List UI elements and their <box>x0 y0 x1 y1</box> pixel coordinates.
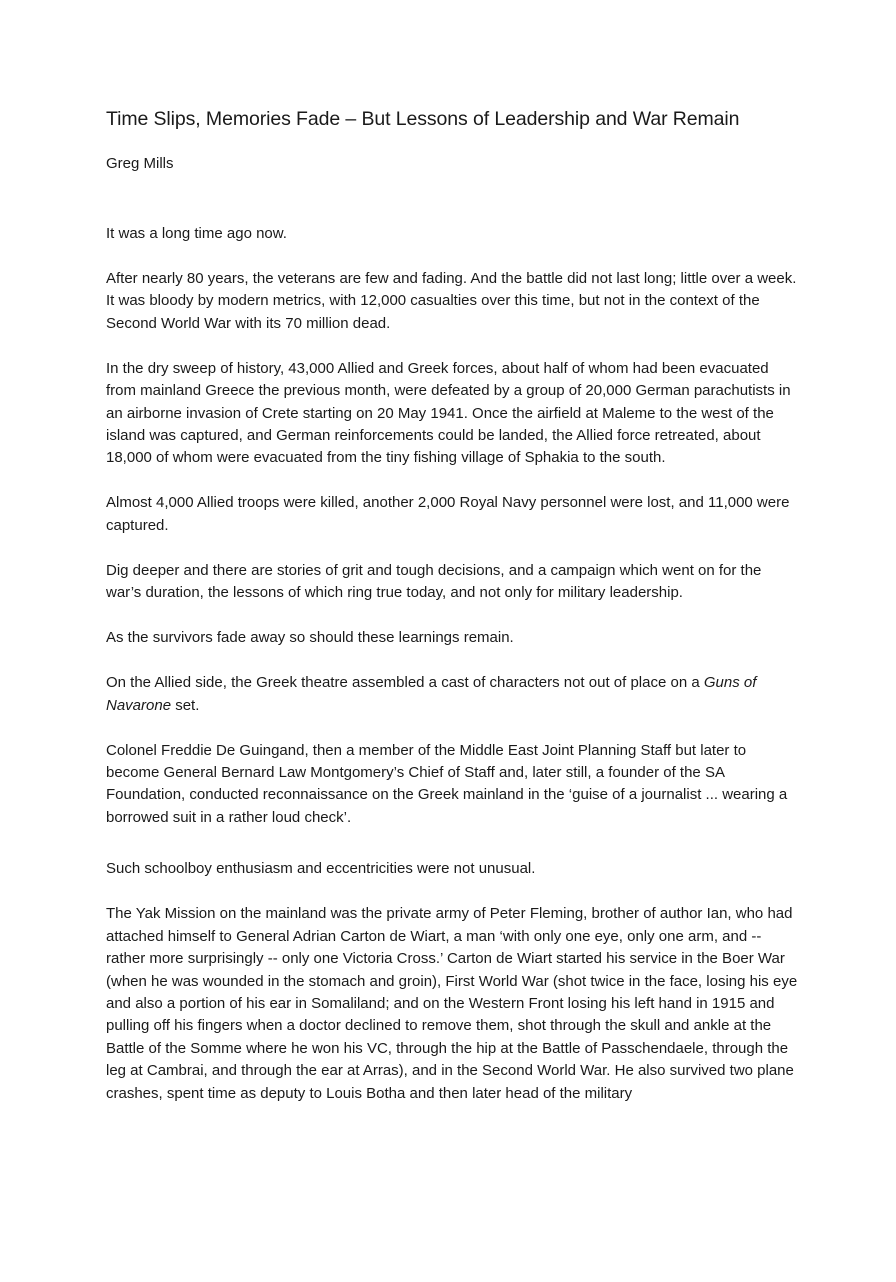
paragraph: After nearly 80 years, the veterans are few and fading. And the battle did not last long; little over a week. It was bloody by modern metrics, with 12,000 casualties over this time, but not in the context of the Second World War with its 70 million dead. <box>106 270 797 332</box>
paragraph-navarone <box>106 672 798 717</box>
paragraph: Colonel Freddie De Guingand, then a member of the Middle East Joint Planning Staff but later to become General Bernard Law Montgomery’s Chief of Staff and, later still, a founder of the SA Foundation, conducted reconnaissance on the Greek mainland in the ‘guise of a journalist ... wearing a borrowed suit in a rather loud check’. <box>106 741 788 826</box>
article-body <box>106 223 798 1128</box>
paragraph: It was a long time ago now. <box>106 225 287 242</box>
paragraph: The Yak Mission on the mainland was the private army of Peter Fleming, brother of author Ian, who had attached himself to General Adrian Carton de Wiart, a man ‘with only one eye, only one arm, and -- rather more surprisingly -- only one Victoria Cross.’ Carton de Wiart started his service in the Boer War (when he was wounded in the stomach and groin), First World War (shot twice in the face, losing his eye and also a portion of his ear in Somaliland; and on the Western Front losing his left hand in 1915 and pulling off his fingers when a doctor declined to remove them, shot through the skull and ankle at the Battle of the Somme where he won his VC, through the hip at the Battle of Passchendaele, through the leg at Cambrai, and through the ear at Arras), and in the Second World War. He also survived two plane crashes, spent time as deputy to Louis Botha and then later head of the military <box>106 905 798 1102</box>
paragraph: Dig deeper and there are stories of grit and tough decisions, and a campaign which went on for the war’s duration, the lessons of which ring true today, and not only for military leadership. <box>106 561 762 602</box>
article-author: Greg Mills <box>106 155 174 172</box>
paragraph: Almost 4,000 Allied troops were killed, another 2,000 Royal Navy personnel were lost, and 11,000 were captured. <box>106 494 790 534</box>
paragraph: In the dry sweep of history, 43,000 Allied and Greek forces, about half of whom had been evacuated from mainland Greece the previous month, were defeated by a group of 20,000 German parachutists in an airborne invasion of Crete starting on 20 May 1941. Once the airfield at Maleme to the west of the island was captured, and German reinforcements could be landed, the Allied force retreated, about 18,000 of whom were evacuated from the tiny fishing village of Sphakia to the south. <box>106 359 791 467</box>
navarone-text-before: On the Allied side, the Greek theatre assembled a cast of characters not out of place on a <box>106 674 704 692</box>
navarone-text-after: set. <box>171 696 200 714</box>
paragraph: As the survivors fade away so should these learnings remain. <box>106 629 514 647</box>
film-title-italic: Guns of Navarone <box>106 674 757 714</box>
article-title: Time Slips, Memories Fade – But Lessons of Leadership and War Remain <box>106 108 740 130</box>
paragraph: Such schoolboy enthusiasm and eccentricities were not unusual. <box>106 860 536 878</box>
